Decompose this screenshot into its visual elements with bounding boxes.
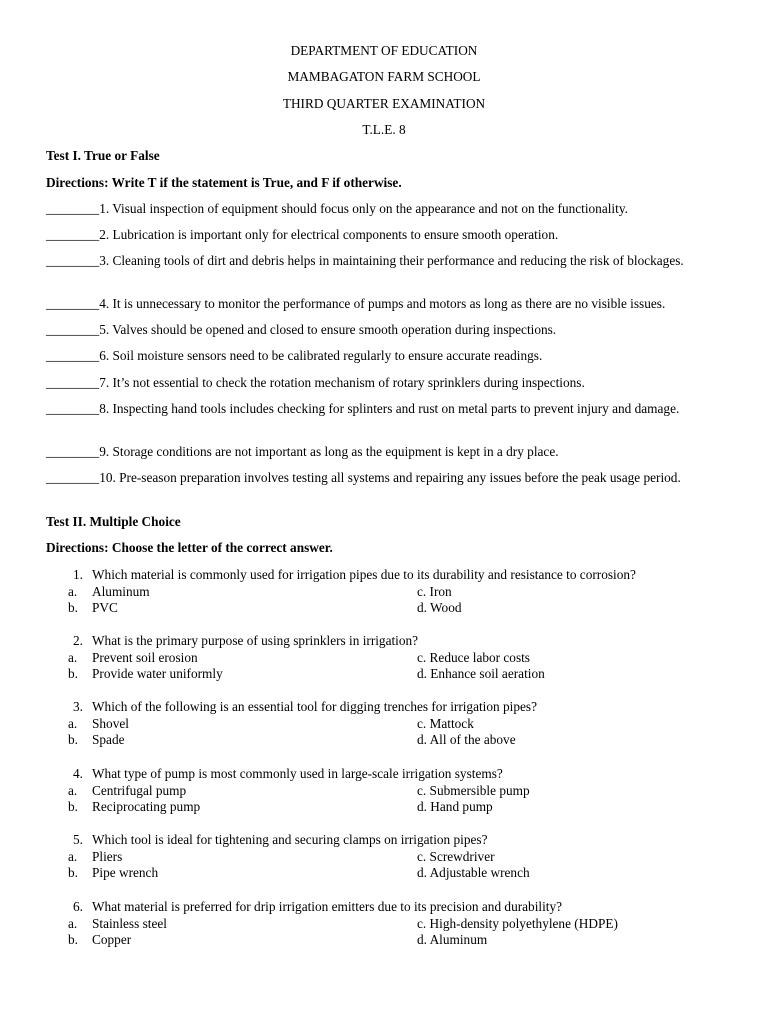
question-stem: What is the primary purpose of using sprinklers in irrigation?: [92, 633, 419, 648]
option-a: Shovel: [92, 715, 129, 731]
option-d: d. Wood: [417, 600, 462, 615]
tf-item-3: ________3. Cleaning tools of dirt and debris helps in maintaining their performance and reducing the risk of blockages.: [46, 253, 684, 268]
option-b: Spade: [92, 732, 125, 747]
option-a: Prevent soil erosion: [92, 649, 198, 665]
header-exam-title: THIRD QUARTER EXAMINATION: [282, 96, 486, 111]
option-letter-b: b.: [68, 732, 78, 747]
option-b: Pipe wrench: [92, 865, 159, 880]
option-letter-b: b.: [68, 799, 78, 814]
option-letter-a: a.: [68, 715, 78, 731]
header-school: MAMBAGATON FARM SCHOOL: [287, 69, 481, 84]
test2-title: Test II. Multiple Choice: [46, 514, 181, 529]
option-d: d. Adjustable wrench: [417, 865, 530, 880]
question-stem: What material is preferred for drip irrigation emitters due to its precision and durability?: [92, 899, 563, 914]
option-d: d. Aluminum: [417, 932, 488, 947]
tf-item-10: ________10. Pre-season preparation involves testing all systems and repairing any issues before the peak usage period.: [46, 470, 681, 485]
question-number: 1.: [73, 567, 83, 582]
question-stem: Which material is commonly used for irrigation pipes due to its durability and resistance to corrosion?: [92, 567, 636, 582]
option-a: Aluminum: [92, 583, 150, 599]
test1-directions: Directions: Write T if the statement is True, and F if otherwise.: [46, 175, 402, 190]
option-c: c. Iron: [417, 583, 452, 599]
question-stem: What type of pump is most commonly used in large-scale irrigation systems?: [92, 766, 503, 781]
option-c: c. Mattock: [417, 715, 474, 731]
option-c: c. High-density polyethylene (HDPE): [417, 915, 618, 931]
option-c: c. Reduce labor costs: [417, 649, 530, 665]
option-b: PVC: [92, 600, 118, 615]
option-letter-a: a.: [68, 915, 78, 931]
option-b: Provide water uniformly: [92, 666, 223, 681]
option-letter-b: b.: [68, 666, 78, 681]
header-subject: T.L.E. 8: [362, 122, 406, 137]
option-a: Pliers: [92, 848, 123, 864]
option-letter-a: a.: [68, 848, 78, 864]
option-letter-a: a.: [68, 583, 78, 599]
question-number: 5.: [73, 832, 83, 847]
option-letter-a: a.: [68, 782, 78, 798]
test1-title: Test I. True or False: [46, 148, 160, 163]
option-d: d. All of the above: [417, 732, 516, 747]
question-number: 2.: [73, 633, 83, 648]
option-c: c. Submersible pump: [417, 782, 530, 798]
option-letter-a: a.: [68, 649, 78, 665]
tf-item-6: ________6. Soil moisture sensors need to be calibrated regularly to ensure accurate readings.: [46, 348, 543, 363]
tf-item-7: ________7. It’s not essential to check the rotation mechanism of rotary sprinklers during inspections.: [46, 375, 585, 390]
question-stem: Which of the following is an essential tool for digging trenches for irrigation pipes?: [92, 699, 537, 714]
tf-item-5: ________5. Valves should be opened and closed to ensure smooth operation during inspections.: [46, 322, 557, 337]
tf-item-4: ________4. It is unnecessary to monitor the performance of pumps and motors as long as there are no visible issues.: [46, 296, 666, 311]
test2-directions: Directions: Choose the letter of the correct answer.: [46, 540, 333, 555]
option-letter-b: b.: [68, 600, 78, 615]
tf-item-9: ________9. Storage conditions are not important as long as the equipment is kept in a dry place.: [46, 444, 559, 459]
option-c: c. Screwdriver: [417, 848, 495, 864]
tf-item-2: ________2. Lubrication is important only for electrical components to ensure smooth operation.: [46, 227, 559, 242]
tf-item-1: ________1. Visual inspection of equipment should focus only on the appearance and not on the functionality.: [46, 201, 628, 216]
tf-item-8: ________8. Inspecting hand tools includes checking for splinters and rust on metal parts to prevent injury and damage.: [46, 401, 680, 416]
option-letter-b: b.: [68, 865, 78, 880]
option-a: Centrifugal pump: [92, 782, 187, 798]
question-number: 4.: [73, 766, 83, 781]
option-letter-b: b.: [68, 932, 78, 947]
question-number: 6.: [73, 899, 83, 914]
option-b: Copper: [92, 932, 132, 947]
option-b: Reciprocating pump: [92, 799, 201, 814]
option-d: d. Hand pump: [417, 799, 493, 814]
header-department: DEPARTMENT OF EDUCATION: [290, 43, 478, 58]
question-stem: Which tool is ideal for tightening and securing clamps on irrigation pipes?: [92, 832, 488, 847]
question-number: 3.: [73, 699, 83, 714]
option-d: d. Enhance soil aeration: [417, 666, 545, 681]
option-a: Stainless steel: [92, 915, 167, 931]
